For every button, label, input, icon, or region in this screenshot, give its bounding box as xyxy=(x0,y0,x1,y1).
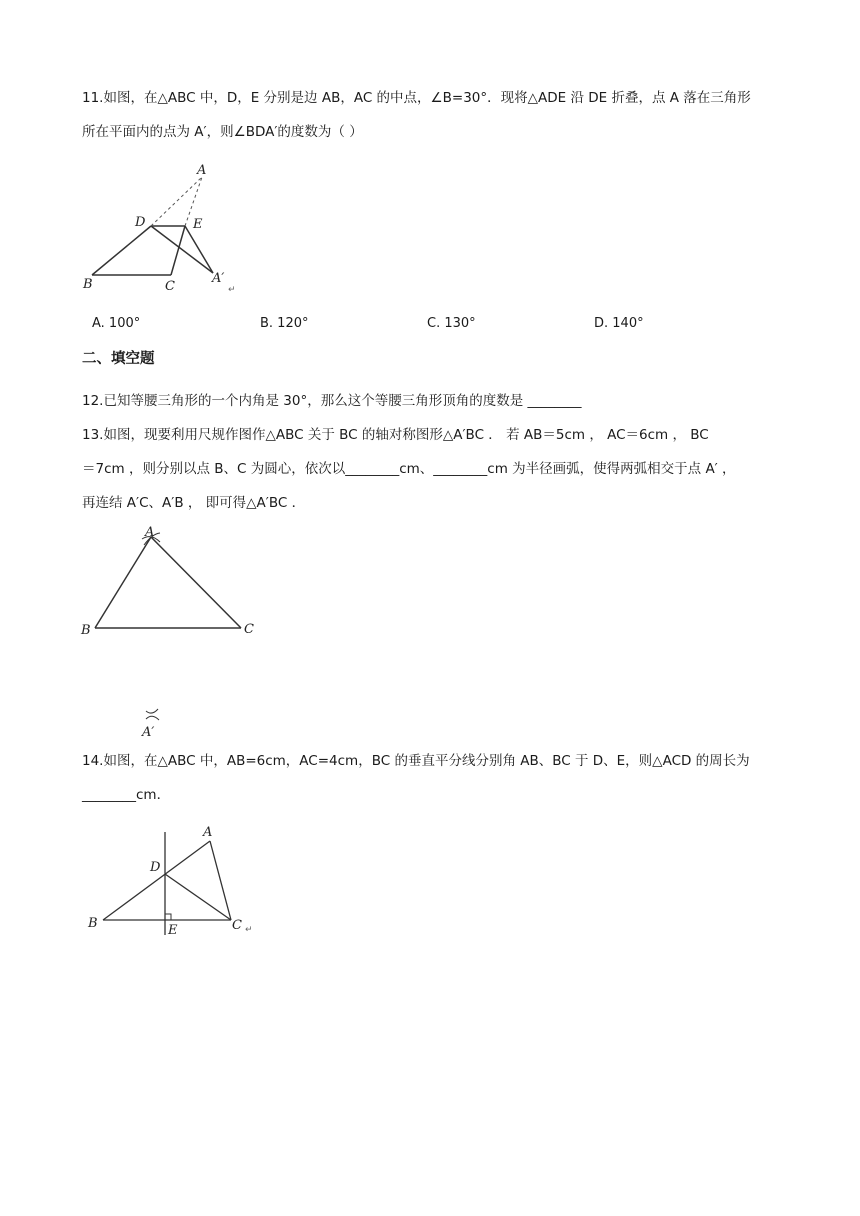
right-angle-mark xyxy=(165,914,171,920)
section-title: 二、填空题 xyxy=(82,351,155,367)
q11-option-c: C. 130° xyxy=(427,316,476,331)
label-c: C xyxy=(244,622,254,637)
q11-line2: 所在平面内的点为 A′，则∠BDA′的度数为（ ） xyxy=(82,124,363,140)
segment-ac xyxy=(151,537,241,628)
label-a: A xyxy=(203,825,213,840)
label-e: E xyxy=(193,217,203,232)
segment-ea-prime xyxy=(185,226,213,273)
label-b: B xyxy=(88,916,98,931)
q13-line2: ＝7cm ，则分别以点 B、C 为圆心，依次以________cm、________cm 为半径画弧，使得两弧相交于点 A′ ， xyxy=(82,461,736,477)
segment-da-prime xyxy=(151,226,213,273)
segment-ab xyxy=(95,537,151,628)
label-b: B xyxy=(83,277,93,292)
arc-bottom-2 xyxy=(146,716,159,720)
q13-figure xyxy=(78,520,278,742)
q13-line1: 13.如图，现要利用尺规作图作△ABC 关于 BC 的轴对称图形△A′BC ． 若 AB＝5cm ， AC＝6cm ， BC xyxy=(82,427,709,443)
q14-line2: ________cm． xyxy=(82,787,171,803)
label-d: D xyxy=(135,215,146,230)
q11-option-b: B. 120° xyxy=(260,316,309,331)
label-a: A xyxy=(197,163,207,178)
q13-line3: 再连结 A′C、A′B ， 即可得△A′BC ． xyxy=(82,495,306,511)
return-mark: ↵ xyxy=(245,925,253,935)
segment-ba xyxy=(103,841,210,920)
label-c: C xyxy=(165,279,175,294)
return-mark: ↵ xyxy=(228,285,236,295)
segment-bd xyxy=(92,226,151,275)
label-a-prime: A′ xyxy=(142,725,155,740)
label-a-prime: A′ xyxy=(212,271,225,286)
label-e: E xyxy=(168,923,178,938)
q11-option-d: D. 140° xyxy=(594,316,644,331)
label-b: B xyxy=(81,623,91,638)
q11-option-a: A. 100° xyxy=(92,316,141,331)
q14-line1: 14.如图，在△ABC 中，AB=6cm，AC=4cm，BC 的垂直平分线分别角 AB、BC 于 D、E，则△ACD 的周长为 xyxy=(82,753,750,769)
label-c: C xyxy=(232,918,242,933)
q14-figure xyxy=(78,820,278,945)
label-d: D xyxy=(150,860,161,875)
label-a: A xyxy=(145,525,155,540)
q12-text: 12.已知等腰三角形的一个内角是 30°，那么这个等腰三角形顶角的度数是 ________ xyxy=(82,393,582,409)
q11-line1: 11.如图，在△ABC 中，D，E 分别是边 AB，AC 的中点，∠B=30°．现将△ADE 沿 DE 折叠，点 A 落在三角形 xyxy=(82,90,751,106)
q11-figure xyxy=(78,160,258,300)
arc-bottom-1 xyxy=(146,709,158,713)
